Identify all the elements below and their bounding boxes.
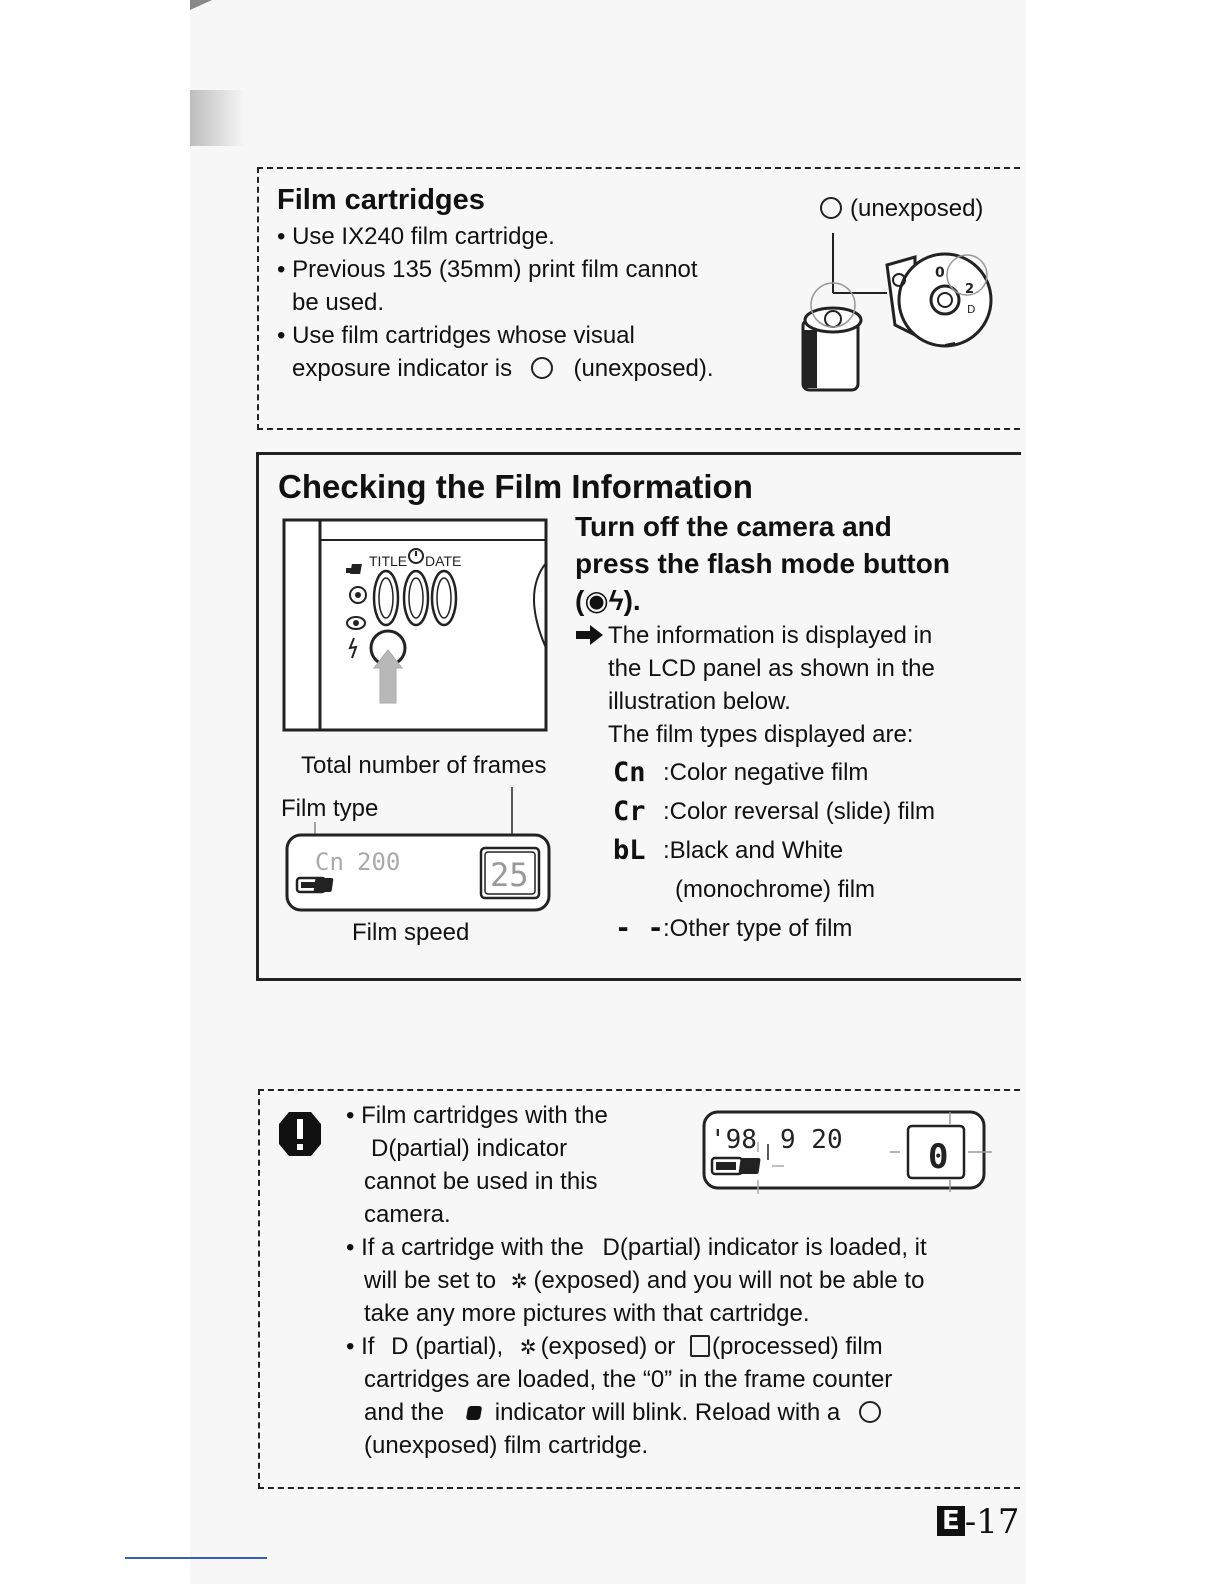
svg-text:0: 0 bbox=[935, 265, 945, 281]
caution-line-7: take any more pictures with that cartridge. bbox=[364, 1300, 810, 1327]
footer-rule bbox=[125, 1557, 267, 1559]
caution-line-8-exposed: (exposed) or bbox=[540, 1333, 676, 1360]
film-type-code-bl: bL bbox=[613, 835, 646, 866]
result-line-3: illustration below. bbox=[608, 688, 791, 715]
caution-line-10-text: and the bbox=[364, 1399, 445, 1426]
bullet-visual-unexposed: (unexposed). bbox=[573, 355, 714, 382]
lcd-panel-diagram bbox=[285, 782, 553, 917]
lcd-date: '98 bbox=[710, 1125, 757, 1155]
lcd-frame-total: 25 bbox=[490, 856, 529, 894]
caution-line-10 bbox=[364, 1396, 881, 1429]
unexposed-figure-label bbox=[820, 192, 983, 225]
title-button-label: TITLE bbox=[369, 553, 408, 569]
page-letter-badge: E bbox=[937, 1506, 965, 1536]
film-type-code-cr: Cr bbox=[613, 796, 646, 827]
processed-square-icon bbox=[690, 1335, 710, 1357]
bullet-135-line2: be used. bbox=[292, 289, 385, 316]
result-line-1: The information is displayed in bbox=[608, 622, 933, 649]
blinking-counter-lcd bbox=[700, 1106, 1000, 1198]
exposed-icon: ✲ bbox=[510, 1271, 528, 1293]
film-cartridge-illustration bbox=[795, 225, 1000, 400]
lcd-time: 9 20 bbox=[780, 1125, 843, 1155]
partial-d-icon: D bbox=[391, 1333, 409, 1360]
caution-line-5-text: • If a cartridge with the bbox=[346, 1234, 584, 1261]
lcd-counter: 0 bbox=[928, 1137, 949, 1177]
caution-line-2-text: (partial) indicator bbox=[388, 1135, 568, 1162]
instruction-line-1: Turn off the camera and bbox=[575, 511, 892, 542]
film-type-desc-cr: :Color reversal (slide) film bbox=[663, 798, 936, 825]
film-type-code-other: - - bbox=[615, 913, 664, 944]
camera-buttons-diagram bbox=[282, 518, 550, 733]
caution-line-2 bbox=[371, 1132, 567, 1165]
caution-line-6 bbox=[364, 1264, 924, 1299]
caution-line-5 bbox=[346, 1231, 927, 1264]
instruction-line-3: (◉ϟ). bbox=[575, 585, 641, 616]
unexposed-circle-icon bbox=[859, 1401, 881, 1423]
corner-mark bbox=[190, 0, 212, 10]
caution-line-8-if: • If bbox=[346, 1333, 375, 1360]
bullet-135-line1: • Previous 135 (35mm) print film cannot bbox=[277, 256, 698, 283]
caution-line-8 bbox=[346, 1330, 883, 1365]
film-type-desc-bl: :Black and White bbox=[663, 837, 844, 864]
result-line-2: the LCD panel as shown in the bbox=[608, 655, 935, 682]
caution-line-9: cartridges are loaded, the “0” in the frame counter bbox=[364, 1366, 893, 1393]
svg-text:2: 2 bbox=[965, 282, 975, 297]
bullet-visual-line1: • Use film cartridges whose visual bbox=[277, 322, 635, 349]
lcd-film-type: Cn bbox=[315, 848, 344, 876]
unexposed-figure-text: (unexposed) bbox=[850, 195, 984, 222]
bullet-ix240: • Use IX240 film cartridge. bbox=[277, 223, 555, 250]
result-line-4: The film types displayed are: bbox=[608, 721, 914, 748]
caution-line-11: (unexposed) film cartridge. bbox=[364, 1432, 649, 1459]
instruction-line-2: press the flash mode button bbox=[575, 548, 950, 579]
result-arrow-icon bbox=[576, 625, 604, 645]
scan-shadow bbox=[190, 90, 245, 146]
date-button-label: DATE bbox=[425, 553, 462, 569]
bullet-visual-line2 bbox=[292, 352, 714, 385]
unexposed-circle-icon bbox=[531, 357, 553, 379]
film-type-desc-cn: :Color negative film bbox=[663, 759, 869, 786]
caution-icon bbox=[277, 1110, 323, 1158]
film-type-desc-other: :Other type of film bbox=[663, 915, 853, 942]
partial-d-icon: D bbox=[371, 1135, 389, 1162]
caution-line-6-cont: (exposed) and you will not be able to bbox=[533, 1267, 925, 1294]
unexposed-circle-icon bbox=[820, 197, 842, 219]
page-number bbox=[937, 1502, 1020, 1542]
film-type-code-cn: Cn bbox=[613, 757, 646, 788]
caution-line-5-cont: (partial) indicator is loaded, it bbox=[619, 1234, 927, 1261]
caution-line-6-text: will be set to bbox=[364, 1267, 497, 1294]
svg-text:D: D bbox=[967, 303, 976, 316]
caution-line-8-partial: (partial), bbox=[415, 1333, 504, 1360]
lcd-film-speed: 200 bbox=[357, 848, 401, 876]
film-speed-label: Film speed bbox=[352, 919, 470, 946]
film-cartridges-title: Film cartridges bbox=[277, 184, 485, 216]
partial-d-icon: D bbox=[602, 1234, 620, 1261]
film-type-desc-bl-cont: (monochrome) film bbox=[675, 876, 876, 903]
caution-line-8-processed: (processed) film bbox=[711, 1333, 883, 1360]
page-number-text: -17 bbox=[964, 1502, 1020, 1542]
film-indicator-icon bbox=[466, 1406, 482, 1420]
caution-line-3: cannot be used in this bbox=[364, 1168, 598, 1195]
caution-line-10-cont: indicator will blink. Reload with a bbox=[494, 1399, 841, 1426]
checking-title: Checking the Film Information bbox=[278, 468, 753, 505]
total-frames-label: Total number of frames bbox=[301, 752, 547, 779]
film-type-label: Film type bbox=[281, 795, 379, 822]
exposed-icon: ✲ bbox=[519, 1337, 537, 1359]
bullet-visual-text: exposure indicator is bbox=[292, 355, 513, 382]
caution-line-1: • Film cartridges with the bbox=[346, 1102, 608, 1129]
caution-line-4: camera. bbox=[364, 1201, 451, 1228]
